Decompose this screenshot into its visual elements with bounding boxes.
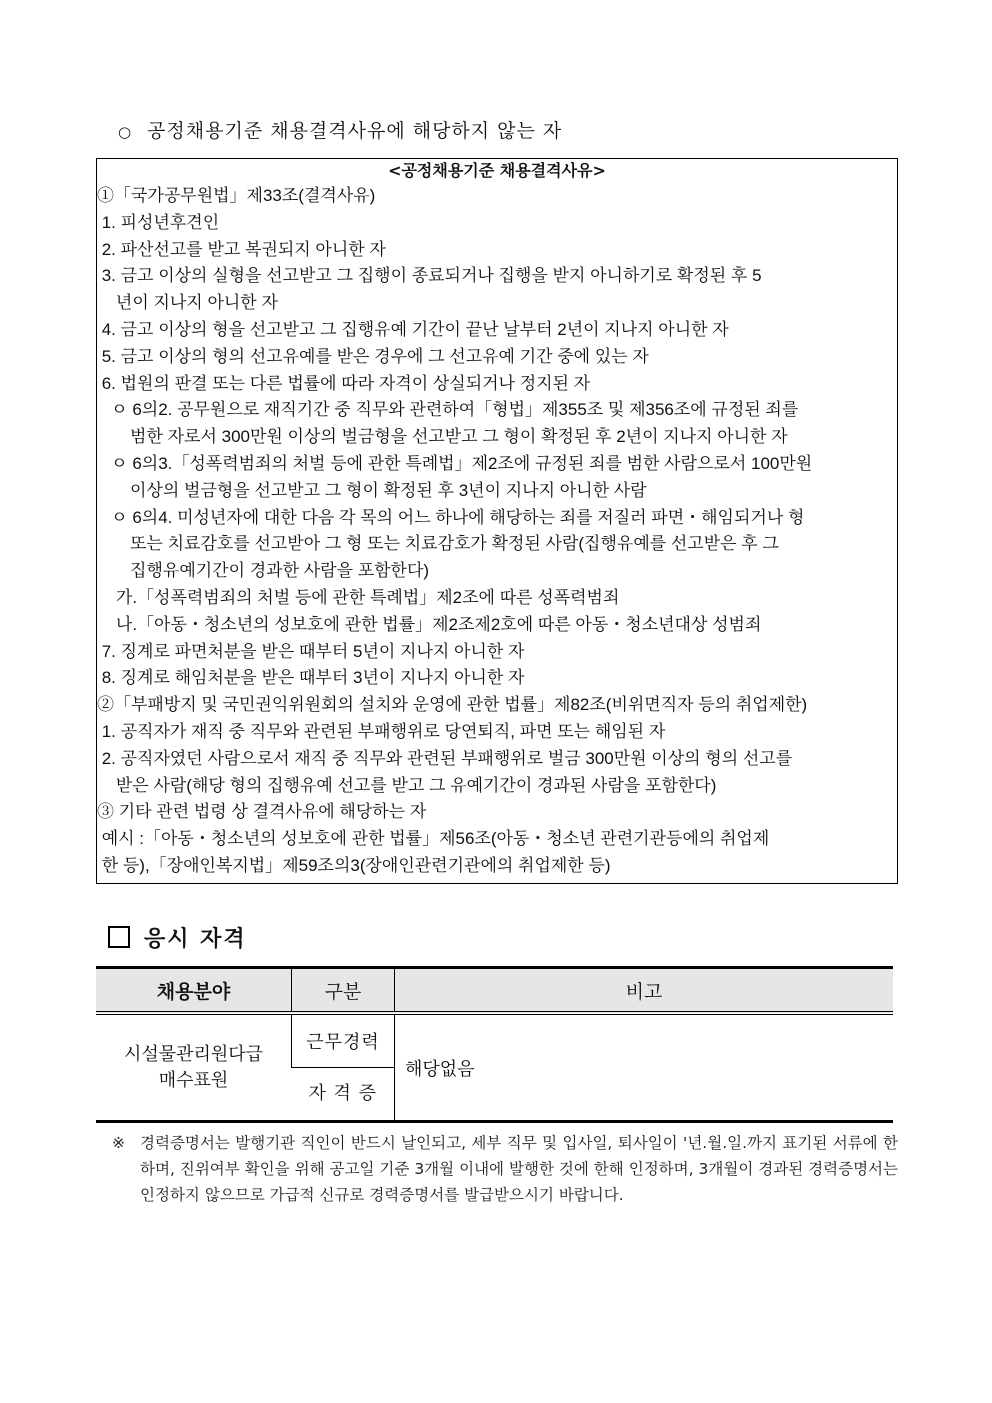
disqualification-line: 한 등),「장애인복지법」제59조의3(장애인관련기관에의 취업제한 등) <box>97 856 611 875</box>
disqualification-line: ㅇ 6의3.「성폭력범죄의 처벌 등에 관한 특례법」제2조에 규정된 죄를 범한 사람으로서 100만원 <box>97 454 813 473</box>
disqualification-line: 나.「아동・청소년의 성보호에 관한 법률」제2조제2호에 따른 아동・청소년대상 성범죄 <box>97 614 762 634</box>
eligibility-criterion-text: 공정채용기준 채용결격사유에 해당하지 않는 자 <box>147 120 563 142</box>
note-text: 경력증명서는 발행기관 직인이 반드시 날인되고, 세부 직무 및 입사일, 퇴사일이 '년.월.일.까지 표기된 서류에 한하며, 진위여부 확인을 위해 공고일 기준 3개월 이내에 발행한 것에 한해 인정하며, 3개월이 경과된 경력증명서는 인정하지 않으므로 가급적 신규로 경력증명서를 발급받으시기 바랍니다. <box>140 1134 898 1204</box>
square-bullet-icon <box>108 926 130 948</box>
disqualification-line: 이상의 벌금형을 선고받고 그 형이 확정된 후 3년이 지나지 아니한 사람 <box>97 480 647 500</box>
header-category: 구분 <box>292 968 395 1014</box>
disqualification-line: 1. 공직자가 재직 중 직무와 관련된 부패행위로 당연퇴직, 파면 또는 해임된 자 <box>97 722 666 741</box>
disqualification-line: ㅇ 6의2. 공무원으로 재직기간 중 직무와 관련하여「형법」제355조 및 제356조에 규정된 죄를 <box>97 400 799 420</box>
disqualification-box-title: <공정채용기준 채용결격사유> <box>388 161 606 180</box>
disqualification-line: 7. 징계로 파면처분을 받은 때부터 5년이 지나지 아니한 자 <box>97 641 525 661</box>
section-heading-text: 응시 자격 <box>144 926 247 952</box>
disqualification-line: 예시 :「아동・청소년의 성보호에 관한 법률」제56조(아동・청소년 관련기관등에의 취업제 <box>97 829 770 849</box>
disqualification-line: ②「부패방지 및 국민권익위원회의 설치와 운영에 관한 법률」제82조(비위면직자 등의 취업제한) <box>97 695 808 715</box>
eligibility-criterion <box>118 116 562 143</box>
disqualification-line: 받은 사람(해당 형의 집행유예 선고를 받고 그 유예기간이 경과된 사람을 포함한다) <box>97 775 717 795</box>
career-certificate-note <box>112 1130 898 1208</box>
disqualification-line: ③ 기타 관련 법령 상 결격사유에 해당하는 자 <box>97 802 427 822</box>
disqualification-line: 가.「성폭력범죄의 처벌 등에 관한 특례법」제2조에 따른 성폭력범죄 <box>97 588 620 607</box>
header-field: 채용분야 <box>96 968 292 1014</box>
disqualification-line: 2. 공직자였던 사람으로서 재직 중 직무와 관련된 부패행위로 벌금 300만원 이상의 형의 선고를 <box>97 748 793 768</box>
disqualification-line: 집행유예기간이 경과한 사람을 포함한다) <box>97 561 430 581</box>
remark-cell: 해당없음 <box>395 1013 894 1122</box>
table-header-row <box>96 968 893 1014</box>
table-row <box>96 1013 893 1068</box>
disqualification-line: 또는 치료감호를 선고받아 그 형 또는 치료감호가 확정된 사람(집행유예를 선고받은 후 그 <box>97 534 779 554</box>
disqualification-line: 6. 법원의 판결 또는 다른 법률에 따라 자격이 상실되거나 정지된 자 <box>97 373 591 393</box>
disqualification-line: 5. 금고 이상의 형의 선고유예를 받은 경우에 그 선고유예 기간 중에 있는 자 <box>97 346 649 366</box>
circle-bullet-icon: ○ <box>118 123 133 141</box>
disqualification-line: 1. 피성년후견인 <box>97 212 220 232</box>
category-cell: 자 격 증 <box>292 1068 395 1122</box>
disqualification-line: 년이 지나지 아니한 자 <box>97 293 278 313</box>
disqualification-line: ㅇ 6의4. 미성년자에 대한 다음 각 목의 어느 하나에 해당하는 죄를 저질러 파면・해임되거나 형 <box>97 507 805 527</box>
disqualification-line: 8. 징계로 해임처분을 받은 때부터 3년이 지나지 아니한 자 <box>97 668 525 688</box>
category-cell: 근무경력 <box>292 1013 395 1068</box>
disqualification-line: 2. 파산선고를 받고 복권되지 아니한 자 <box>97 239 386 259</box>
reference-mark-icon: ※ <box>112 1134 125 1152</box>
section-heading-qualification <box>108 922 247 953</box>
disqualification-box <box>96 158 898 884</box>
disqualification-line: 3. 금고 이상의 실형을 선고받고 그 집행이 종료되거나 집행을 받지 아니하기로 확정된 후 5 <box>97 266 762 286</box>
disqualification-line: ①「국가공무원법」제33조(결격사유) <box>97 186 376 205</box>
field-line-2: 매수표원 <box>158 1069 229 1091</box>
field-line-1: 시설물관리원다급 <box>123 1043 264 1065</box>
field-cell <box>96 1013 292 1122</box>
header-remark: 비고 <box>395 968 894 1014</box>
qualification-table <box>96 966 893 1123</box>
disqualification-line: 4. 금고 이상의 형을 선고받고 그 집행유예 기간이 끝난 날부터 2년이 지나지 아니한 자 <box>97 320 729 339</box>
disqualification-line: 범한 자로서 300만원 이상의 벌금형을 선고받고 그 형이 확정된 후 2년이 지나지 아니한 자 <box>97 427 788 447</box>
